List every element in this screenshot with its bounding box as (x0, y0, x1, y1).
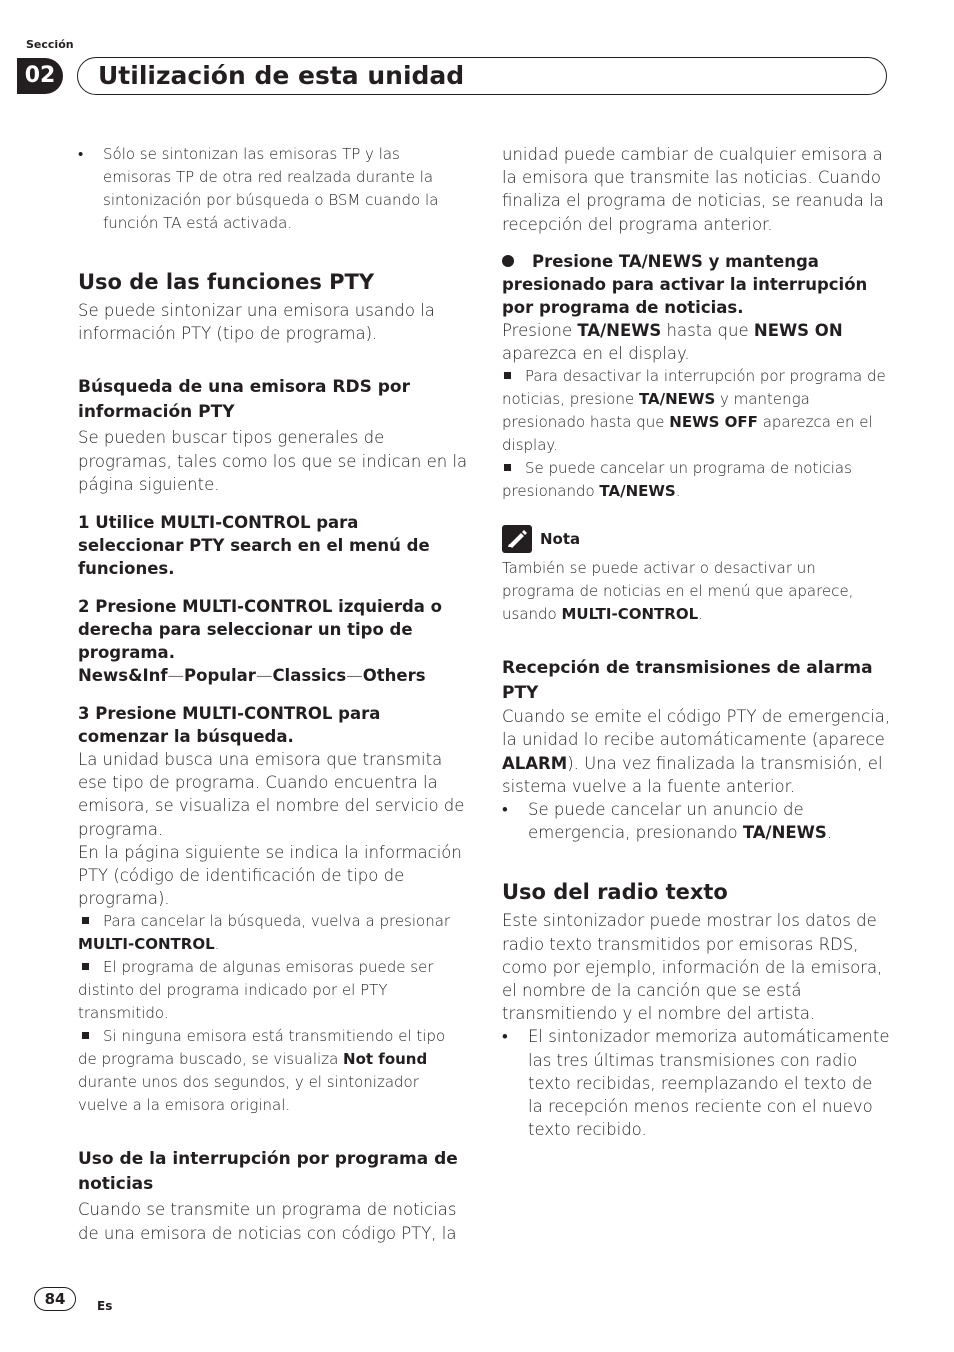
press-text: Presione TA/NEWS hasta que NEWS ON aparezca en el display. (502, 320, 843, 364)
alarm-text: Cuando se emite el código PTY de emergencia, la unidad lo recibe automáticamente (aparece ALARM). Una vez finalizada la transmisión, el sistema vuelve a la fuente anterior. (502, 707, 891, 796)
note-different: El programa de algunas emisoras puede ser distinto del programa indicado por el PTY transmitido. (78, 958, 434, 1023)
pencil-icon (502, 525, 532, 553)
radio-text: Este sintonizador puede mostrar los datos de radio texto transmitidos por emisoras RDS, como por ejemplo, información de la emisora, el nombre de la canción que se está transmitiendo y el nombre del artista. (502, 911, 883, 1024)
step3-text-1: La unidad busca una emisora que transmita ese tipo de programa. Cuando encuentra la emisora, se visualiza el nombre del servicio de programa. (78, 750, 465, 839)
dash: — (167, 666, 185, 686)
right-column (502, 143, 892, 1141)
dash: — (346, 666, 363, 686)
alarm-bullet: • Se puede cancelar un anuncio de emergencia, presionando TA/NEWS. (502, 800, 832, 843)
type-classics: Classics (272, 666, 347, 686)
search-text: Se pueden buscar tipos generales de programas, tales como los que se indican en la página siguiente. (78, 428, 468, 494)
intro-bullet: • Sólo se sintonizan las emisoras TP y las emisoras TP de otra red realzada durante la sintonización por búsqueda o BSM cuando la función TA está activada. (78, 143, 463, 235)
step-1: 1 Utilice MULTI-CONTROL para seleccionar PTY search en el menú de funciones. (78, 513, 430, 579)
note-header (502, 525, 892, 553)
heading-search: Búsqueda de una emisora RDS por información PTY (78, 377, 410, 422)
program-types (78, 664, 468, 687)
heading-pty: Uso de las funciones PTY (78, 270, 375, 294)
type-others: Others (362, 666, 426, 686)
heading-alarm: Recepción de transmisiones de alarma PTY (502, 658, 873, 703)
title-box (77, 57, 887, 95)
type-popular: Popular (184, 666, 256, 686)
square-bullet-icon (82, 963, 89, 970)
instruction: Presione TA/NEWS y mantenga presionado para activar la interrupción por programa de noticias. (502, 251, 868, 317)
square-bullet-icon (82, 1032, 89, 1039)
note-deactivate: Para desactivar la interrupción por programa de noticias, presione TA/NEWS y mantenga presionado hasta que NEWS OFF aparezca en el display. (502, 367, 886, 455)
note-cancel: Para cancelar la búsqueda, vuelva a presionar MULTI-CONTROL. (78, 912, 451, 954)
type-news: News&Inf (78, 666, 168, 686)
step3-text-2: En la página siguiente se indica la información PTY (código de identificación de tipo de programa). (78, 842, 462, 909)
radio-bullet: • El sintonizador memoriza automáticamente las tres últimas transmisiones con radio texto recibidas, reemplazando el texto de la recepción menos reciente con el nuevo texto recibido. (502, 1027, 890, 1140)
square-bullet-icon (504, 372, 511, 379)
page-title: Utilización de esta unidad (98, 61, 465, 90)
note-not-found: Si ninguna emisora está transmitiendo el tipo de programa buscado, se visualiza Not found durante unos dos segundos, y el sintonizador vuelve a la emisora original. (78, 1027, 446, 1115)
step-3: 3 Presione MULTI-CONTROL para comenzar la búsqueda. (78, 704, 381, 747)
note-cancel-news: Se puede cancelar un programa de noticias presionando TA/NEWS. (502, 459, 852, 501)
dash: — (255, 666, 273, 686)
step-2: 2 Presione MULTI-CONTROL izquierda o derecha para seleccionar un tipo de programa. (78, 597, 442, 663)
news-text: Cuando se transmite un programa de noticias de una emisora de noticias con código PTY, la (78, 1200, 457, 1243)
square-bullet-icon (82, 917, 89, 924)
page-number: 84 (34, 1287, 76, 1311)
square-bullet-icon (504, 464, 511, 471)
note-text: También se puede activar o desactivar un programa de noticias en el menú que aparece, usando MULTI-CONTROL. (502, 559, 854, 624)
left-column (78, 143, 468, 1245)
section-number: 02 (17, 58, 63, 94)
heading-radio: Uso del radio texto (502, 880, 728, 905)
pty-text: Se puede sintonizar una emisora usando la información PTY (tipo de programa). (78, 301, 435, 344)
heading-news: Uso de la interrupción por programa de noticias (78, 1149, 458, 1194)
language-label: Es (97, 1299, 113, 1313)
news-cont-text: unidad puede cambiar de cualquier emisora a la emisora que transmite las noticias. Cuando finaliza el programa de noticias, se reanuda la recepción del programa anterior. (502, 145, 884, 234)
section-label: Sección (26, 38, 74, 51)
note-title: Nota (540, 530, 581, 549)
intro-bullet-text: Sólo se sintonizan las emisoras TP y las emisoras TP de otra red realzada durante la sintonización por búsqueda o BSM cuando la función TA está activada. (103, 145, 439, 232)
circle-bullet-icon (502, 255, 514, 267)
